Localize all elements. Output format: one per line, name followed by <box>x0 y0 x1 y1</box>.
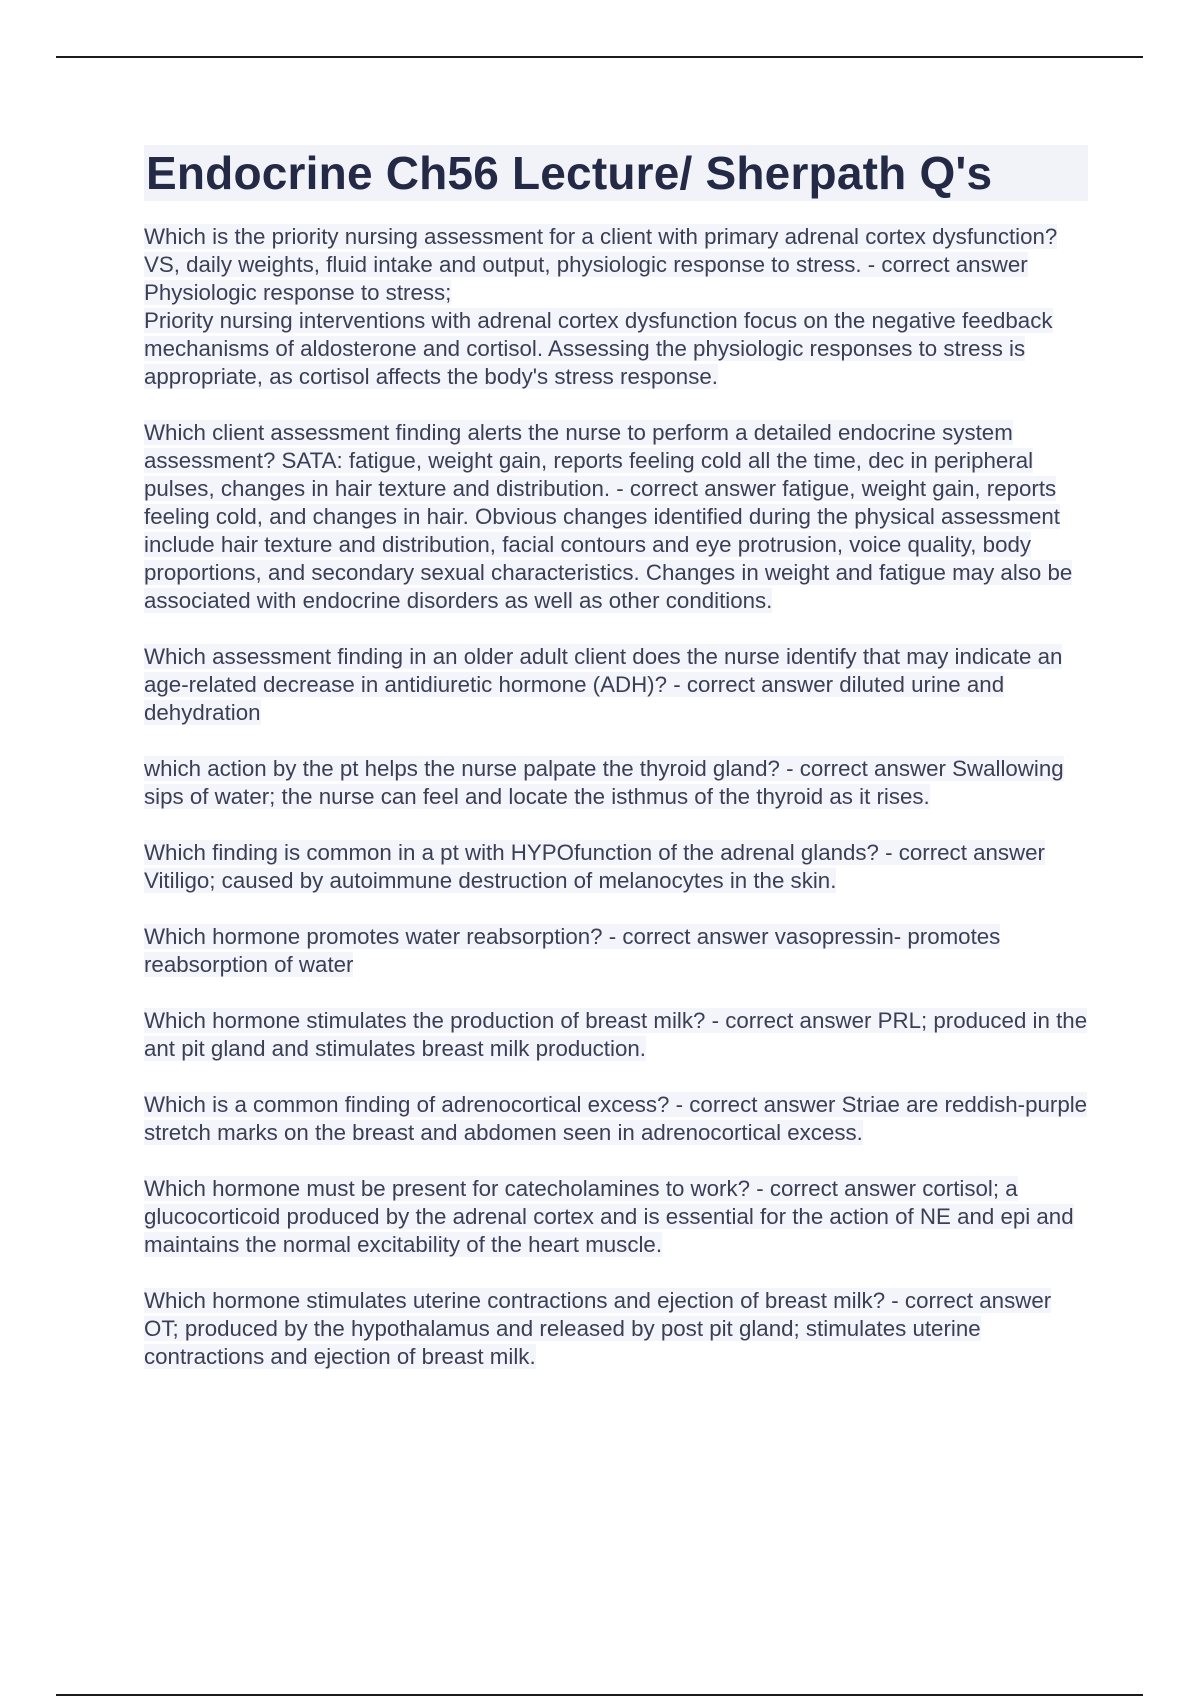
qa-entry-text: which action by the pt helps the nurse palpate the thyroid gland? - correct answer Swallowing sips of water; the nurse can feel and locate the isthmus of the thyroid as it rises. <box>144 756 1064 809</box>
qa-entry-6 <box>144 923 1088 979</box>
bottom-rule <box>56 1694 1143 1696</box>
qa-entry-text: Which hormone stimulates uterine contractions and ejection of breast milk? - correct answer OT; produced by the hypothalamus and released by post pit gland; stimulates uterine contractions and ejection of breast milk. <box>144 1288 1052 1369</box>
qa-list <box>144 223 1088 1371</box>
qa-entry-3 <box>144 643 1088 727</box>
qa-entry-9 <box>144 1175 1088 1259</box>
qa-entry-text: Which hormone promotes water reabsorption? - correct answer vasopressin- promotes reabsorption of water <box>144 924 1001 977</box>
qa-entry-10 <box>144 1287 1088 1371</box>
document-title: Endocrine Ch56 Lecture/ Sherpath Q's <box>144 145 1088 201</box>
qa-entry-8 <box>144 1091 1088 1147</box>
qa-entry-4 <box>144 755 1088 811</box>
qa-entry-1 <box>144 223 1088 391</box>
qa-entry-text: Which is the priority nursing assessment for a client with primary adrenal cortex dysfunction? VS, daily weights, fluid intake and output, physiologic response to stress. - correct answer Physiologic response to stress; Priority nursing interventions with adrenal cortex dysfunction focus on the negative feedback mechanisms of aldosterone and cortisol. Assessing the physiologic responses to stress is appropriate, as cortisol affects the body's stress response. <box>144 224 1058 389</box>
qa-entry-text: Which hormone must be present for catecholamines to work? - correct answer cortisol; a glucocorticoid produced by the adrenal cortex and is essential for the action of NE and epi and maintains the normal excitability of the heart muscle. <box>144 1176 1074 1257</box>
top-rule <box>56 56 1143 58</box>
qa-entry-text: Which hormone stimulates the production of breast milk? - correct answer PRL; produced in the ant pit gland and stimulates breast milk production. <box>144 1008 1088 1061</box>
qa-entry-7 <box>144 1007 1088 1063</box>
qa-entry-2 <box>144 419 1088 615</box>
qa-entry-text: Which is a common finding of adrenocortical excess? - correct answer Striae are reddish-purple stretch marks on the breast and abdomen seen in adrenocortical excess. <box>144 1092 1088 1145</box>
qa-entry-text: Which finding is common in a pt with HYPOfunction of the adrenal glands? - correct answer Vitiligo; caused by autoimmune destruction of melanocytes in the skin. <box>144 840 1045 893</box>
qa-entry-text: Which assessment finding in an older adult client does the nurse identify that may indicate an age-related decrease in antidiuretic hormone (ADH)? - correct answer diluted urine and dehydration <box>144 644 1063 725</box>
qa-entry-text: Which client assessment finding alerts the nurse to perform a detailed endocrine system assessment? SATA: fatigue, weight gain, reports feeling cold all the time, dec in peripheral pulses, changes in hair texture and distribution. - correct answer fatigue, weight gain, reports feeling cold, and changes in hair. Obvious changes identified during the physical assessment include hair texture and distribution, facial contours and eye protrusion, voice quality, body proportions, and secondary sexual characteristics. Changes in weight and fatigue may also be associated with endocrine disorders as well as other conditions. <box>144 420 1073 613</box>
qa-entry-5 <box>144 839 1088 895</box>
document-body <box>144 145 1088 1399</box>
